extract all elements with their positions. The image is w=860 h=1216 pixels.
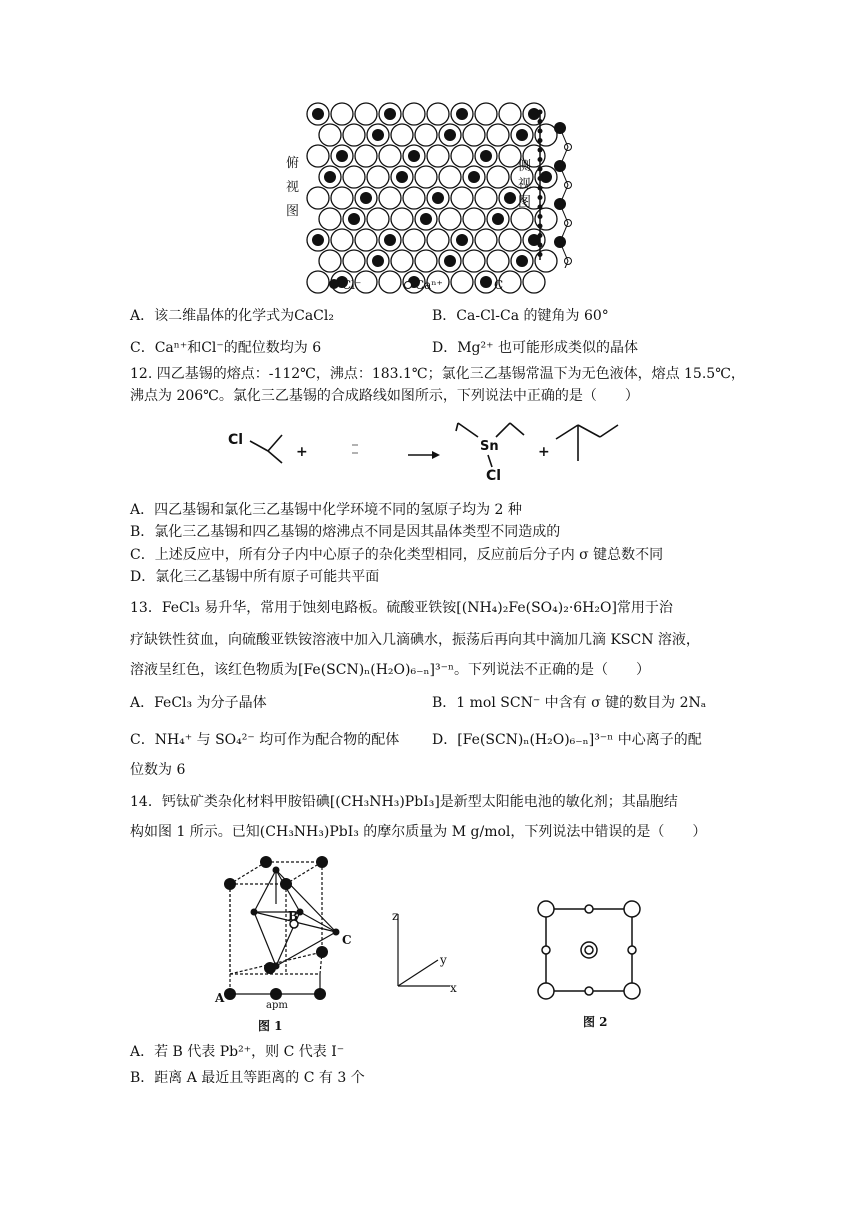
side-c-atom bbox=[538, 138, 543, 143]
q12-option-b: B．氯化三乙基锡和四乙基锡的熔沸点不同是因其晶体类型不同造成的 bbox=[130, 524, 561, 540]
cl-ion bbox=[312, 108, 324, 120]
lattice-ring bbox=[463, 250, 485, 272]
lattice-ring bbox=[343, 250, 365, 272]
legend-cl-icon bbox=[328, 278, 340, 290]
lattice-ring bbox=[475, 229, 497, 251]
side-c-atom bbox=[538, 176, 543, 181]
lattice-ring bbox=[379, 271, 401, 293]
label-a: A bbox=[215, 991, 225, 1005]
lattice-ring bbox=[499, 103, 521, 125]
label-b: B bbox=[288, 909, 299, 923]
q13-stem-line3: 溶液呈红色，该红色物质为[Fe(SCN)ₙ(H₂O)₆₋ₙ]³⁻ⁿ。下列说法不正确的是（ ） bbox=[130, 662, 651, 678]
lattice-ring bbox=[439, 166, 461, 188]
lattice-ring bbox=[319, 208, 341, 230]
axis-x-label: x bbox=[450, 981, 457, 995]
cl-ion bbox=[444, 129, 456, 141]
side-c-atom bbox=[538, 243, 543, 248]
side-c-atom bbox=[538, 148, 543, 153]
axis-z-label: z bbox=[392, 909, 399, 923]
side-c-atom bbox=[538, 157, 543, 162]
side-c-atom bbox=[538, 167, 543, 172]
lattice-ring bbox=[367, 166, 389, 188]
lattice-ring bbox=[463, 208, 485, 230]
cl-ion bbox=[480, 150, 492, 162]
cl-ion bbox=[384, 108, 396, 120]
q11-option-c: C．Caⁿ⁺和Cl⁻的配位数均为 6 bbox=[130, 340, 322, 356]
lattice-ring bbox=[391, 250, 413, 272]
cl-ion bbox=[420, 213, 432, 225]
cl-ion bbox=[372, 129, 384, 141]
rxn-cl-label: Cl bbox=[228, 432, 244, 448]
lattice-ring bbox=[331, 187, 353, 209]
lattice-ring bbox=[415, 124, 437, 146]
lattice-ring bbox=[475, 103, 497, 125]
cl-ion bbox=[468, 171, 480, 183]
side-c-atom bbox=[538, 205, 543, 210]
side-c-atom bbox=[538, 195, 543, 200]
side-c-atom bbox=[538, 224, 543, 229]
cl-ion bbox=[456, 108, 468, 120]
lattice-ring bbox=[331, 229, 353, 251]
lattice-ring bbox=[475, 187, 497, 209]
lattice-ring bbox=[307, 271, 329, 293]
lattice-ring bbox=[391, 208, 413, 230]
cl-ion bbox=[312, 234, 324, 246]
lattice-ring bbox=[331, 103, 353, 125]
cl-ion bbox=[384, 234, 396, 246]
cl-ion bbox=[504, 192, 516, 204]
lattice-ring bbox=[487, 166, 509, 188]
cl-ion bbox=[360, 192, 372, 204]
figure1-caption: 图 1 bbox=[258, 1019, 283, 1033]
lattice-ring bbox=[427, 229, 449, 251]
q13-option-d-cont: 位数为 6 bbox=[130, 762, 186, 778]
cl-ion bbox=[444, 255, 456, 267]
lattice-ring bbox=[403, 187, 425, 209]
side-c-atom bbox=[538, 214, 543, 219]
lattice-ring bbox=[439, 208, 461, 230]
cl-ion bbox=[516, 255, 528, 267]
figure2-svg bbox=[530, 895, 650, 1007]
lattice-ring bbox=[415, 250, 437, 272]
side-view-label: 侧视图 bbox=[518, 159, 532, 210]
lattice-ring bbox=[487, 250, 509, 272]
lattice-ring bbox=[499, 229, 521, 251]
rxn-plus-2: + bbox=[538, 444, 550, 460]
label-c: C bbox=[342, 933, 352, 947]
cl-ion bbox=[336, 150, 348, 162]
lattice-ring bbox=[487, 124, 509, 146]
lattice-ring bbox=[463, 124, 485, 146]
q13-option-c: C．NH₄⁺ 与 SO₄²⁻ 均可作为配合物的配体 bbox=[130, 732, 400, 748]
lattice-ring bbox=[451, 187, 473, 209]
cl-ion bbox=[456, 234, 468, 246]
legend-c-icon bbox=[484, 281, 492, 289]
reaction-scheme-svg bbox=[220, 415, 640, 495]
side-c-atom bbox=[538, 119, 543, 124]
legend-ca: Caⁿ⁺ bbox=[415, 278, 443, 292]
lattice-ring bbox=[307, 187, 329, 209]
q13-option-a: A．FeCl₃ 为分子晶体 bbox=[130, 695, 267, 711]
side-c-atom bbox=[538, 129, 543, 134]
lattice-ring bbox=[307, 145, 329, 167]
cl-ion bbox=[432, 192, 444, 204]
lattice-ring bbox=[319, 250, 341, 272]
cl-ion bbox=[408, 150, 420, 162]
q12-option-a: A．四乙基锡和氯化三乙基锡中化学环境不同的氢原子均为 2 种 bbox=[130, 502, 522, 518]
axis-y-label: y bbox=[440, 953, 447, 967]
legend-ca-icon bbox=[403, 280, 413, 290]
figure2-caption: 图 2 bbox=[583, 1015, 608, 1029]
side-c-atom bbox=[538, 186, 543, 191]
apm-label: apm bbox=[266, 1000, 288, 1011]
q13-stem-line1: 13．FeCl₃ 易升华，常用于蚀刻电路板。硫酸亚铁铵[(NH₄)₂Fe(SO₄)₂·6H₂O]常用于治 bbox=[130, 600, 673, 616]
lattice-ring bbox=[367, 208, 389, 230]
side-view-svg bbox=[530, 108, 580, 268]
side-c-atom bbox=[538, 110, 543, 115]
q14-option-a: A．若 B 代表 Pb²⁺，则 C 代表 I⁻ bbox=[130, 1044, 345, 1060]
lattice-ring bbox=[391, 124, 413, 146]
lattice-ring bbox=[427, 145, 449, 167]
q14-stem-line2: 构如图 1 所示。已知(CH₃NH₃)PbI₃ 的摩尔质量为 M g/mol，下列说法中错误的是（ ） bbox=[130, 824, 707, 840]
lattice-ring bbox=[355, 229, 377, 251]
lattice-ring bbox=[379, 145, 401, 167]
cl-ion bbox=[348, 213, 360, 225]
legend-cl: Cl⁻ bbox=[342, 278, 362, 292]
cl-ion bbox=[492, 213, 504, 225]
cl-ion bbox=[516, 129, 528, 141]
lattice-ring bbox=[343, 124, 365, 146]
cl-ion bbox=[324, 171, 336, 183]
lattice-ring bbox=[403, 229, 425, 251]
q14-option-b: B．距离 A 最近且等距离的 C 有 3 个 bbox=[130, 1070, 365, 1086]
lattice-ring bbox=[427, 103, 449, 125]
lattice-ring bbox=[523, 271, 545, 293]
cl-ion bbox=[396, 171, 408, 183]
lattice-ring bbox=[355, 103, 377, 125]
lattice-ring bbox=[355, 145, 377, 167]
rxn-sn-label: Sn bbox=[480, 439, 499, 454]
lattice-ring bbox=[403, 103, 425, 125]
cl-ion bbox=[372, 255, 384, 267]
q11-option-a: A．该二维晶体的化学式为CaCl₂ bbox=[130, 308, 334, 324]
side-c-atom bbox=[538, 233, 543, 238]
q11-option-b: B．Ca-Cl-Ca 的键角为 60° bbox=[432, 308, 609, 324]
q12-option-c: C．上述反应中，所有分子内中心原子的杂化类型相同，反应前后分子内 σ 键总数不同 bbox=[130, 547, 664, 563]
q11-option-d: D．Mg²⁺ 也可能形成类似的晶体 bbox=[432, 340, 638, 356]
q12-stem-line2: 沸点为 206℃。氯化三乙基锡的合成路线如图所示，下列说法中正确的是（ ） bbox=[130, 388, 639, 404]
q13-stem-line2: 疗缺铁性贫血，向硫酸亚铁铵溶液中加入几滴碘水，振荡后再向其中滴加几滴 KSCN 溶液， bbox=[130, 632, 700, 648]
lattice-ring bbox=[343, 166, 365, 188]
q12-option-d: D．氯化三乙基锡中所有原子可能共平面 bbox=[130, 569, 380, 585]
lattice-ring bbox=[379, 187, 401, 209]
rxn-plus-1: + bbox=[296, 444, 308, 460]
top-view-label: 俯视图 bbox=[286, 156, 300, 219]
lattice-ring bbox=[451, 271, 473, 293]
lattice-ring bbox=[451, 145, 473, 167]
lattice-ring bbox=[319, 124, 341, 146]
lattice-ring bbox=[415, 166, 437, 188]
legend-c: C bbox=[494, 278, 504, 292]
q13-option-d: D．[Fe(SCN)ₙ(H₂O)₆₋ₙ]³⁻ⁿ 中心离子的配 bbox=[432, 732, 702, 748]
q13-option-b: B．1 mol SCN⁻ 中含有 σ 键的数目为 2Nₐ bbox=[432, 695, 707, 711]
side-c-atom bbox=[538, 252, 543, 257]
rxn-cl2-label: Cl bbox=[486, 468, 502, 484]
q14-stem-line1: 14．钙钛矿类杂化材料甲胺铅碘[(CH₃NH₃)PbI₃]是新型太阳能电池的敏化剂；其晶胞结 bbox=[130, 794, 678, 810]
q12-stem-line1: 12. 四乙基锡的熔点：-112℃，沸点：183.1℃；氯化三乙基锡常温下为无色液体，熔点 15.5℃， bbox=[130, 366, 745, 382]
